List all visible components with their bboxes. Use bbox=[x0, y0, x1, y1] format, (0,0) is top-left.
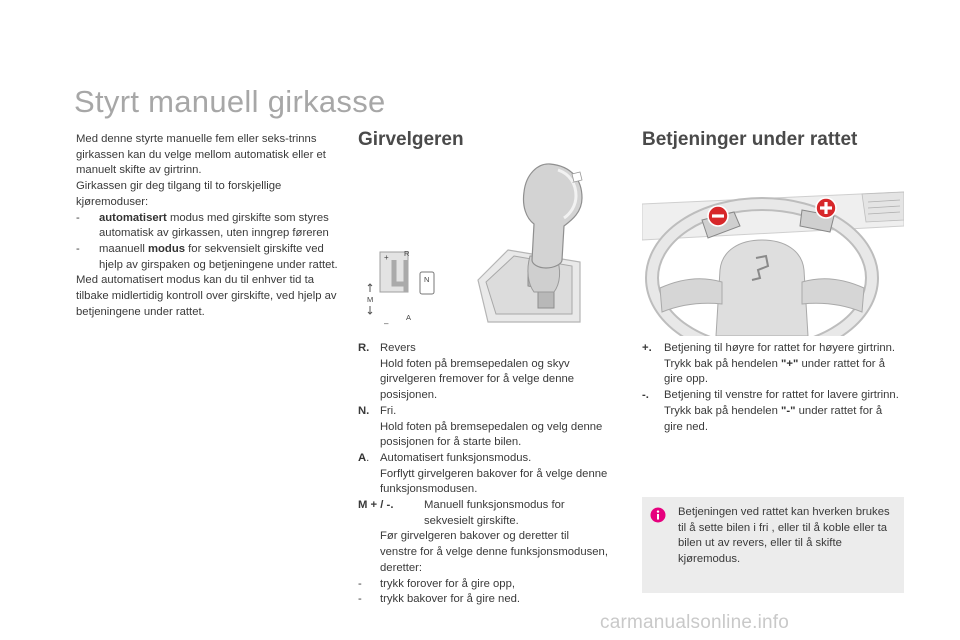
mode-item-manuell: - maanuell modus for sekvensielt girskifte ved hjelp av girspaken og betjeningene under rattet. bbox=[76, 242, 338, 273]
entry-minus bbox=[642, 388, 904, 404]
steering-wheel-illustration bbox=[642, 186, 904, 336]
entry-text: Hold foten på bremsepedalen og skyv girvelgeren fremover for å velge denne posisjonen. bbox=[380, 357, 575, 402]
arrow-up-icon bbox=[368, 284, 372, 292]
entry-m-up bbox=[358, 577, 608, 593]
entry-a-step bbox=[358, 467, 608, 498]
gate-label-n: N bbox=[424, 275, 430, 284]
step-marker-icon bbox=[358, 420, 380, 451]
girvelgeren-title: Girvelgeren bbox=[358, 129, 464, 150]
entry-r bbox=[358, 341, 608, 357]
step-marker-icon bbox=[642, 404, 664, 435]
entry-plus-step: Trykk bak på hendelen "+" under rattet for å gire opp. bbox=[642, 357, 904, 388]
entry-text: Revers bbox=[380, 342, 416, 354]
step-marker-icon bbox=[358, 467, 380, 498]
watermark: carmanualsonline.info bbox=[600, 612, 790, 633]
mode-desc: modus med girskifte som styres automatisk av girkassen, uten inngrep føreren bbox=[99, 211, 329, 240]
entry-text: Fri. bbox=[380, 404, 397, 417]
intro-paragraph-2: Girkassen gir deg tilgang til to forskjellige kjøremoduser: bbox=[76, 180, 282, 208]
svg-text:·: · bbox=[572, 180, 574, 186]
intro-paragraph-1: Med denne styrte manuelle fem eller seks-trinns girkassen kan du velge mellom automatisk eller et manuelt skifte av girtrinn. bbox=[76, 133, 326, 177]
step-marker-icon bbox=[358, 529, 380, 576]
entry-label: N. bbox=[358, 404, 370, 417]
entry-text: Automatisert funksjonsmodus. bbox=[380, 451, 532, 464]
betjeninger-instructions bbox=[642, 341, 904, 435]
entry-label: M + / -. bbox=[358, 499, 394, 512]
entry-minus-step: Trykk bak på hendelen "-" under rattet for å gire ned. bbox=[642, 404, 904, 435]
entry-text: trykk forover for å gire opp, bbox=[380, 577, 515, 590]
info-note bbox=[642, 497, 904, 593]
gate-label-m: M bbox=[367, 295, 374, 304]
gate-label-minus: – bbox=[384, 319, 389, 328]
entry-label: A bbox=[358, 451, 367, 464]
info-icon bbox=[650, 507, 666, 523]
entry-a: A. Automatisert funksjonsmodus. bbox=[358, 451, 608, 467]
step-marker-icon bbox=[358, 357, 380, 404]
entry-text: Betjening til venstre for rattet for lavere girtrinn. bbox=[664, 389, 899, 402]
entry-text: Forflytt girvelgeren bakover for å velge denne funksjonsmodusen. bbox=[380, 467, 608, 496]
entry-label: -. bbox=[642, 389, 649, 402]
entry-r-step bbox=[358, 357, 608, 404]
list-marker: - bbox=[76, 242, 80, 255]
mode-name: automatisert bbox=[99, 211, 167, 224]
list-marker: - bbox=[76, 211, 80, 224]
intro-column bbox=[76, 132, 338, 320]
step-marker-icon bbox=[642, 357, 664, 388]
entry-m bbox=[358, 498, 608, 529]
girvelgeren-instructions bbox=[358, 341, 608, 608]
entry-text: Manuell funksjonsmodus for sekvesielt girskifte. bbox=[424, 499, 565, 527]
entry-label: R. bbox=[358, 342, 370, 354]
entry-text: Betjening til høyre for rattet for høyere girtrinn. bbox=[664, 342, 896, 354]
entry-n-step bbox=[358, 420, 608, 451]
entry-m-step bbox=[358, 529, 608, 576]
betjeninger-section bbox=[642, 128, 908, 152]
info-note-text: Betjeningen ved rattet kan hverken brukes til å sette bilen i fri , eller til å koble eller ta bilen ut av revers, eller til å skifte kjøremodus. bbox=[678, 506, 890, 566]
entry-n bbox=[358, 404, 608, 420]
list-marker: - bbox=[358, 593, 362, 606]
entry-label: +. bbox=[642, 342, 652, 354]
betjeninger-title: Betjeninger under rattet bbox=[642, 129, 858, 150]
intro-paragraph-3: Med automatisert modus kan du til enhver tid ta tilbake midlertidig kontroll over girskifte, ved hjelp av betjeningene under rattet. bbox=[76, 274, 337, 318]
list-marker: - bbox=[358, 577, 362, 590]
entry-text: Hold foten på bremsepedalen og velg denne posisjonen for å starte bilen. bbox=[380, 420, 603, 449]
mode-name: modus bbox=[147, 242, 186, 255]
girvelgeren-section bbox=[358, 128, 608, 152]
wheel-hub bbox=[716, 240, 808, 336]
gear-selector-illustration bbox=[358, 160, 608, 332]
gate-label-r: R bbox=[404, 249, 410, 258]
entry-m-down bbox=[358, 592, 608, 608]
gate-label-plus: + bbox=[384, 253, 389, 262]
mode-desc: for sekvensielt girskifte ved hjelp av girspaken og betjeningene under rattet. bbox=[99, 242, 338, 271]
entry-plus bbox=[642, 341, 904, 357]
entry-text: trykk bakover for å gire ned. bbox=[380, 593, 521, 606]
gate-label-a: A bbox=[406, 313, 412, 322]
mode-item-automatisert bbox=[76, 211, 338, 242]
page-title: Styrt manuell girkasse bbox=[74, 84, 386, 119]
arrow-down-icon bbox=[368, 306, 372, 314]
entry-text: Før girvelgeren bakover og deretter til venstre for å velge denne funksjonsmodusen, deretter: bbox=[380, 530, 608, 574]
